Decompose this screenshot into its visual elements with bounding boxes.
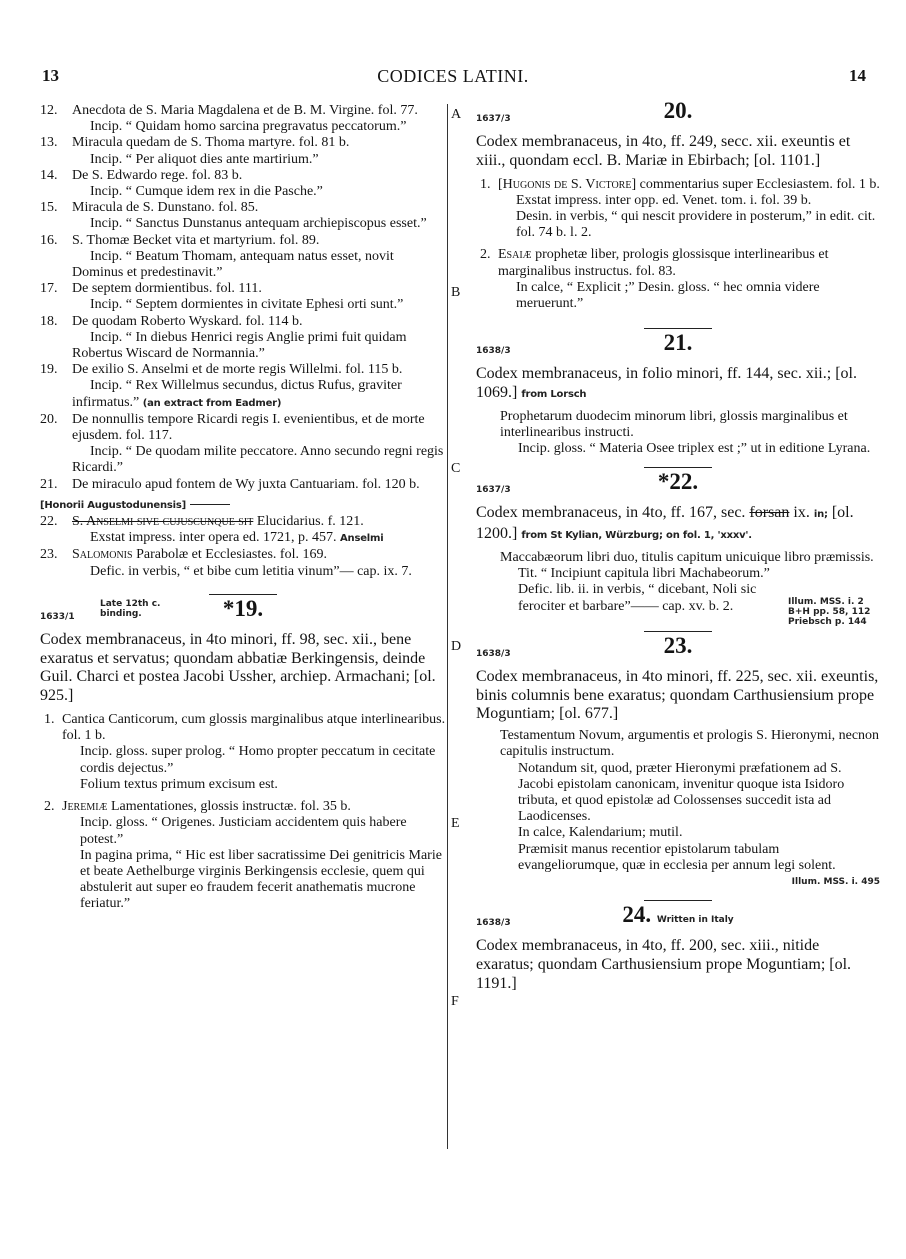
- pencil-annotation: Late 12th c. binding.: [100, 598, 161, 619]
- entry-incipit: Incip. “ In diebus Henrici regis Anglie primi fuit quidam Robertus Wiscard de Normannia.”: [72, 329, 407, 362]
- entry-number: 21.: [40, 476, 58, 492]
- entry-14: [40, 168, 446, 184]
- item-title-text: prophetæ liber, prologis glossisque interlinearibus et marginalibus instructus. fol. 83.: [498, 247, 829, 279]
- entry-number: 15.: [40, 200, 58, 216]
- incipit-text: Incip. “ Rex Willelmus secundus, dictus Rufus, graviter infirmatus.”: [72, 378, 402, 410]
- entry-title: S. Thomæ Becket vita et martyrium. fol. 89.: [72, 232, 320, 248]
- entry-title: [72, 514, 446, 530]
- pencil-shelfmark: 1637/3: [476, 485, 511, 496]
- entry-incipit: Incip. “ Septem dormientes in civitate Ephesi orti sunt.”: [90, 297, 404, 313]
- item-title: Cantica Canticorum, cum glossis marginalibus atque interlinearibus. fol. 1 b.: [62, 712, 446, 744]
- codex-24-heading: [476, 902, 880, 937]
- codex-body: Testamentum Novum, argumentis et prologis S. Hieronymi, necnon capitulis instructum.: [500, 728, 880, 760]
- pencil-dash: [190, 504, 230, 505]
- codex-item: [40, 712, 446, 793]
- page-number-left: 13: [42, 66, 59, 85]
- running-title: CODICES LATINI.: [377, 66, 529, 86]
- item-title: [498, 177, 880, 193]
- pencil-shelfmark: 1638/3: [476, 648, 511, 659]
- author-name: Jeremiæ: [62, 799, 108, 815]
- entry-number: 12.: [40, 103, 58, 118]
- section-separator: [644, 328, 712, 329]
- pencil-ref: Priebsch p. 144: [788, 616, 867, 627]
- section-separator: [644, 900, 712, 901]
- entry-note: [40, 530, 446, 547]
- codex-number: *22.: [657, 469, 699, 495]
- entry-title: De S. Edwardo rege. fol. 83 b.: [72, 167, 243, 183]
- margin-letter-d: D: [451, 639, 462, 654]
- codex-sub: In calce, Kalendarium; mutil.: [518, 825, 683, 841]
- entry-number: 17.: [40, 281, 58, 297]
- item-number: 1.: [44, 712, 55, 728]
- entry-title: De exilio S. Anselmi et de morte regis Willelmi. fol. 115 b.: [72, 362, 403, 378]
- entry-incipit: Incip. “ Per aliquot dies ante martirium.”: [90, 151, 319, 167]
- entry-title: De nonnullis tempore Ricardi regis I. evenientibus, et de morte ejusdem. fol. 117.: [72, 411, 425, 444]
- entry-incipit: Incip. “ Cumque idem rex in die Pasche.”: [90, 184, 323, 200]
- item-sub: Incip. gloss. super prolog. “ Homo propter peccatum in cecitate cordis dejectus.”: [80, 744, 436, 776]
- entry-note-text: Exstat impress. inter opera ed. 1721, p. 457.: [90, 530, 337, 546]
- item-sub: Exstat impress. inter opp. ed. Venet. tom. i. fol. 39 b.: [516, 192, 812, 208]
- entry-title: Anecdota de S. Maria Magdalena et de B. M. Virgine. fol. 77.: [72, 103, 418, 118]
- entry-title: [72, 547, 446, 563]
- margin-letter-a: A: [451, 107, 462, 122]
- pencil-annotation: Anselmi: [340, 533, 384, 545]
- entry-22-pencil: [40, 497, 446, 514]
- page-number-right: 14: [849, 66, 866, 85]
- page-header: [0, 66, 906, 90]
- codex-description-c: [ol. 1200.]: [476, 504, 854, 543]
- codex-number: *19.: [222, 595, 264, 621]
- entry-title: De miraculo apud fontem de Wy juxta Cantuariam. fol. 120 b.: [72, 476, 420, 492]
- entry-number: 20.: [40, 411, 58, 427]
- entry-number: 18.: [40, 313, 58, 329]
- section-separator: [644, 631, 712, 632]
- entry-title: Miracula de S. Dunstano. fol. 85.: [72, 200, 259, 216]
- pencil-ref: B+H pp. 58, 112: [788, 606, 871, 617]
- entry-number: 19.: [40, 362, 58, 378]
- codex-19-heading: [40, 595, 446, 631]
- codex-sub: Tit. “ Incipiunt capitula libri Machabeorum.”: [518, 566, 770, 582]
- codex-description-b: ix.: [793, 504, 810, 522]
- entry-13: [40, 135, 446, 151]
- codex-sub: Defic. lib. ii. in verbis, “ dicebant, Noli sic ferociter et barbare”—— cap. xv. b. 2.: [518, 582, 757, 614]
- left-column: [40, 103, 446, 913]
- entry-23: [40, 547, 446, 563]
- codex-sub: Incip. gloss. “ Materia Osee triplex est ;” ut in editione Lyrana.: [518, 441, 871, 457]
- entry-18: [40, 314, 446, 330]
- section-separator: [644, 467, 712, 468]
- author-name: [Hugonis de S. Victore]: [498, 176, 637, 192]
- entry-incipit: [40, 378, 446, 411]
- item-number: 1.: [480, 176, 491, 192]
- pencil-annotation: from Lorsch: [521, 389, 587, 401]
- entry-21: [40, 477, 446, 493]
- codex-description: Codex membranaceus, in 4to, ff. 200, sec. xiii., nitide exaratus; quondam Carthusiensium prope Moguntiam; [ol. 1191.]: [476, 937, 852, 992]
- item-sub: Desin. in verbis, “ qui nescit providere in posterum,” in edit. cit. fol. 74 b. l. 2.: [516, 209, 876, 241]
- entry-20: [40, 412, 446, 444]
- pencil-ref: Illum. MSS. i. 2: [788, 596, 864, 607]
- codex-item: [40, 799, 446, 912]
- margin-letter-f: F: [451, 994, 459, 1009]
- codex-number: 23.: [663, 632, 693, 658]
- entry-incipit: Incip. “ Sanctus Dunstanus antequam archiepiscopus esset.”: [90, 216, 427, 232]
- item-title-text: Lamentationes, glossis instructæ. fol. 35 b.: [110, 799, 351, 815]
- pencil-shelfmark: 1638/3: [476, 346, 511, 357]
- codex-number: 21.: [663, 330, 693, 356]
- pencil-annotation: Written in Italy: [656, 915, 734, 926]
- margin-letter-b: B: [451, 285, 461, 300]
- entry-12: [40, 103, 446, 119]
- entry-number: 22.: [40, 514, 58, 530]
- item-number: 2.: [480, 247, 491, 263]
- pencil-annotation: in;: [813, 509, 828, 521]
- codex-item: [476, 177, 880, 242]
- pencil-shelfmark: 1633/1: [40, 611, 75, 622]
- column-rule: [447, 104, 448, 1149]
- section-separator: [209, 594, 277, 595]
- codex-23-heading: [476, 632, 880, 668]
- entry-incipit: Incip. “ Beatum Thomam, antequam natus esset, novit Dominus et predestinavit.”: [72, 248, 394, 281]
- codex-description: Codex membranaceus, in 4to minori, ff. 225, sec. xii. exeuntis, binis columnis bene exaratus; quondam Carthusiensium prope Moguntiam; [ol. 677.]: [476, 667, 879, 723]
- item-number: 2.: [44, 799, 55, 815]
- item-title: [498, 247, 880, 279]
- codex-number: 20.: [663, 98, 693, 123]
- entry-incipit: Incip. “ De quodam milite peccatore. Anno secundo regni regis Ricardi.”: [72, 444, 444, 476]
- entry-19: [40, 362, 446, 378]
- pencil-shelfmark: 1638/3: [476, 918, 511, 929]
- codex-body: Prophetarum duodecim minorum libri, glossis marginalibus et interlinearibus instructi.: [500, 408, 848, 441]
- margin-letter-c: C: [451, 461, 461, 476]
- codex-sub: Præmisit manus recentior epistolarum tabulam evangeliorumque, quæ in ecclesia per annum legi solent.: [518, 841, 836, 873]
- item-sub: Folium textus primum excisum est.: [80, 776, 278, 792]
- entry-title-text: Elucidarius. f. 121.: [256, 514, 364, 530]
- entry-15: [40, 200, 446, 216]
- codex-description: Codex membranaceus, in 4to, ff. 249, secc. xii. exeuntis et xiii., quondam eccl. B. Mariæ in Ebirbach; [ol. 1101.]: [476, 133, 851, 169]
- pencil-annotation: [Honorii Augustodunensis]: [40, 499, 187, 511]
- entry-defic: Defic. in verbis, “ et bibe cum letitia vinum”— cap. ix. 7.: [90, 563, 412, 579]
- struck-text: forsan: [749, 504, 790, 522]
- right-column: [476, 98, 880, 994]
- entry-number: 16.: [40, 232, 58, 248]
- codex-item: [476, 247, 880, 312]
- codex-body: Maccabæorum libri duo, titulis capitum unicuique libro præmissis.: [500, 550, 874, 566]
- codex-22-heading: [476, 469, 880, 504]
- codex-description-text: Codex membranaceus, in folio minori, ff. 144, sec. xii.; [ol. 1069.]: [476, 365, 857, 402]
- codex-description: [476, 365, 880, 405]
- codex-number: [476, 902, 880, 928]
- codex-description-a: Codex membranaceus, in 4to, ff. 167, sec.: [476, 504, 746, 522]
- entry-17: [40, 281, 446, 297]
- margin-letter-e: E: [451, 816, 460, 831]
- author-name: Salomonis: [72, 547, 133, 563]
- codex-21-heading: [476, 330, 880, 365]
- entry-22: [40, 514, 446, 530]
- item-sub: In pagina prima, “ Hic est liber sacratissime Dei genitricis Marie et beate Aethelburge virginis Berkingensis ecclesie, quem qui abstulerit aut super eo fraudem fecerit anathematis mucrone feriatur.”: [80, 847, 442, 912]
- pencil-annotation: (an extract from Eadmer): [142, 397, 282, 409]
- entry-title: De septem dormientibus. fol. 111.: [72, 281, 262, 297]
- entry-16: [40, 233, 446, 249]
- entry-number: 23.: [40, 547, 58, 563]
- codex-number-text: 24.: [622, 902, 652, 928]
- pencil-ref: Illum. MSS. i. 495: [791, 877, 880, 888]
- entry-number: 14.: [40, 167, 58, 183]
- entry-title: Miracula quedam de S. Thoma martyre. fol. 81 b.: [72, 135, 350, 151]
- struck-text: S. Anselmi sive cujuscunque sit: [72, 514, 254, 530]
- codex-description: Codex membranaceus, in 4to minori, ff. 98, sec. xii., bene exaratus et servatus; quondam abbatiæ Berkingensis, deinde Guil. Charci et postea Jacobi Ussher, archiep. Armachani; [ol. 925.]: [40, 630, 436, 705]
- item-title: [62, 799, 446, 815]
- pencil-shelfmark: 1637/3: [476, 114, 511, 124]
- codex-sub: Notandum sit, quod, præter Hieronymi præfationem ad S. Jacobi epistolam canonicam, invenitur quoque ista Isidoro tributa, et quod epistolæ ad Colossenses succedit ista ad Laodicenses.: [518, 760, 845, 825]
- codex-20-heading: [476, 98, 880, 133]
- pencil-annotation: from St Kylian, Würzburg; on fol. 1, 'xxxv'.: [521, 530, 752, 542]
- item-title-text: commentarius super Ecclesiastem. fol. 1 b.: [639, 176, 880, 192]
- entry-number: 13.: [40, 135, 58, 151]
- entry-title-text: Parabolæ et Ecclesiastes. fol. 169.: [136, 547, 327, 563]
- codex-description: [476, 504, 880, 546]
- item-sub: In calce, “ Explicit ;” Desin. gloss. “ hec omnia videre meruerunt.”: [516, 279, 820, 312]
- author-name: Esaiæ: [498, 247, 532, 263]
- item-sub: Incip. gloss. “ Origenes. Justiciam accidentem quis habere potest.”: [80, 815, 407, 847]
- entry-title: De quodam Roberto Wyskard. fol. 114 b.: [72, 313, 303, 329]
- entry-incipit: Incip. “ Quidam homo sarcina pregravatus peccatorum.”: [90, 119, 407, 135]
